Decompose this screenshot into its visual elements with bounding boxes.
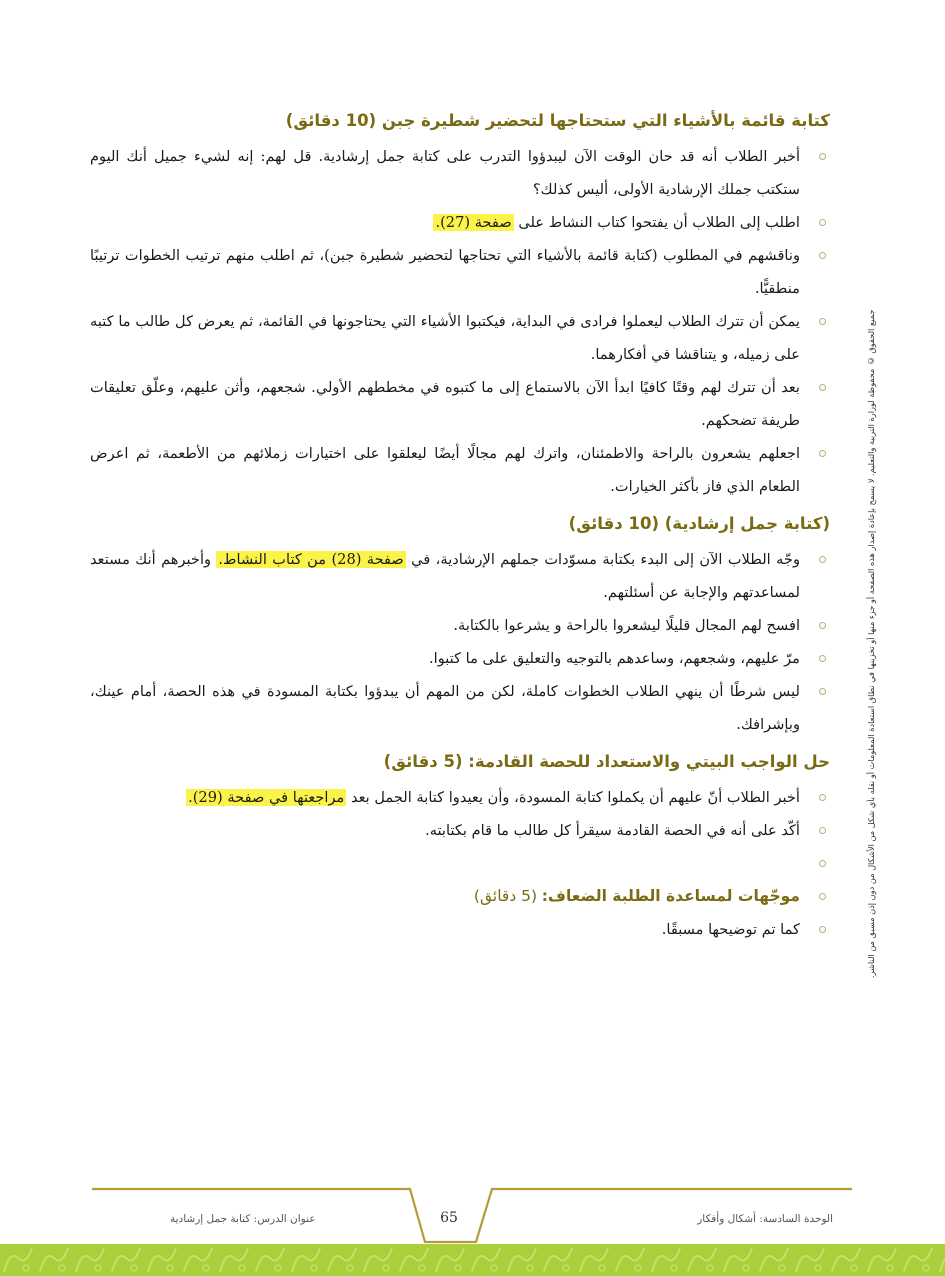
item-text: أكّد على أنه في الحصة القادمة سيقرأ كل طالب ما قام بكتابته. [425, 822, 800, 839]
list-item [90, 305, 830, 371]
item-text: اطلب إلى الطلاب أن يفتحوا كتاب النشاط على [513, 214, 800, 231]
section-duration: (10 دقائق) [568, 514, 660, 533]
list-item [90, 609, 830, 642]
bullet-list [90, 140, 830, 503]
item-text: اجعلهم يشعرون بالراحة والاطمئنان، واترك لهم مجالًا أيضًا ليعلقوا على اختيارات زملائهم من الأطعمة، ثم اعرض الطعام الذي فاز بأكثر الخيارات. [90, 445, 800, 495]
list-item [90, 642, 830, 675]
list-item [90, 913, 830, 946]
footer-unit-title: الوحدة السادسة: أشكال وأفكار [697, 1213, 833, 1225]
item-text: مرّ عليهم، وشجعهم، وساعدهم بالتوجيه والتعليق على ما كتبوا. [429, 650, 800, 667]
item-text: كما تم توضيحها مسبقًا. [661, 921, 800, 938]
item-text: أخبر الطلاب أنه قد حان الوقت الآن ليبدؤوا التدرب على كتابة جمل إرشادية. قل لهم: إنه لشيء جميل أنك اليوم ستكتب جملك الإرشادية الأولى، أليس كذلك؟ [90, 148, 800, 198]
list-item [90, 814, 830, 847]
item-text: وأخبرهم أنك مستعد لمساعدتهم والإجابة عن أسئلتهم. [90, 551, 800, 601]
footer-lesson-title: عنوان الدرس: كتابة جمل إرشادية [170, 1213, 316, 1225]
list-item [90, 371, 830, 437]
item-text: وناقشهم في المطلوب (كتابة قائمة بالأشياء التي تحتاجها لتحضير شطيرة جبن)، ثم اطلب منهم ترتيب الخطوات ترتيبًا منطقيًّا. [90, 247, 800, 297]
subsection-duration: (5 دقائق) [473, 887, 538, 905]
highlighted-reference: صفحة (27). [435, 214, 512, 231]
section-heading-text: حل الواجب البيتي والاستعداد للحصة القادمة: [468, 752, 830, 771]
section-duration: (5 دقائق) [383, 752, 463, 771]
item-text: بعد أن تترك لهم وقتًا كافيًا ابدأ الآن بالاستماع إلى ما كتبوه في مخططهم الأولي. شجعهم، وأثن عليهم، وعلّق تعليقات طريفة تضحكهم. [90, 379, 800, 429]
list-item [90, 847, 830, 880]
list-item [90, 437, 830, 503]
list-item [90, 781, 830, 814]
bullet-list [90, 543, 830, 741]
list-item [90, 206, 830, 239]
copyright-sidebar: جميع الحقوق © محفوظة لوزارة التربية والتعليم. لا يسمح بإعادة إصدار هذه الصفحة أو جزء منها أو تخزينها في نطاق استعادة المعلومات أو نقله بأي شكل من الأشكال من دون إذن مسبق من الناشر. [866, 310, 876, 979]
list-item [90, 543, 830, 609]
page-number: 65 [440, 1210, 458, 1226]
list-item [90, 675, 830, 741]
bullet-list [90, 781, 830, 946]
highlighted-reference: مراجعتها في صفحة (29). [188, 789, 345, 806]
section-heading [90, 108, 830, 134]
section-heading-text: (كتابة جمل إرشادية) [664, 514, 830, 533]
item-text: أخبر الطلاب أنّ عليهم أن يكملوا كتابة المسودة، وأن يعيدوا كتابة الجمل بعد [346, 789, 800, 806]
section-duration: (10 دقائق) [285, 111, 377, 130]
section-heading-text: كتابة قائمة بالأشياء التي ستحتاجها لتحضير شطيرة جبن [381, 111, 830, 130]
list-item [90, 880, 830, 913]
item-text: يمكن أن تترك الطلاب ليعملوا فرادى في البداية، فيكتبوا الأشياء التي يحتاجونها في القائمة، ثم يعرض كل طالب ما كتبه على زميله، و يتناقشا في أفكارهما. [90, 313, 800, 363]
list-item [90, 239, 830, 305]
subsection-heading: موجّهات لمساعدة الطلبة الضعاف: [541, 887, 800, 905]
highlighted-reference: صفحة (28) من كتاب النشاط. [218, 551, 404, 568]
section-heading [90, 511, 830, 537]
item-text: افسح لهم المجال قليلًا ليشعروا بالراحة و يشرعوا بالكتابة. [453, 617, 800, 634]
item-text: وجّه الطلاب الآن إلى البدء بكتابة مسوّدات جملهم الإرشادية، في [405, 551, 800, 568]
section-heading [90, 749, 830, 775]
decorative-bottom-band [0, 1244, 945, 1276]
list-item [90, 140, 830, 206]
lesson-content [90, 108, 830, 954]
item-text: ليس شرطًا أن ينهي الطلاب الخطوات كاملة، لكن من المهم أن يبدؤوا بكتابة المسودة في هذه الحصة، أمام عينك، وبإشرافك. [90, 683, 800, 733]
